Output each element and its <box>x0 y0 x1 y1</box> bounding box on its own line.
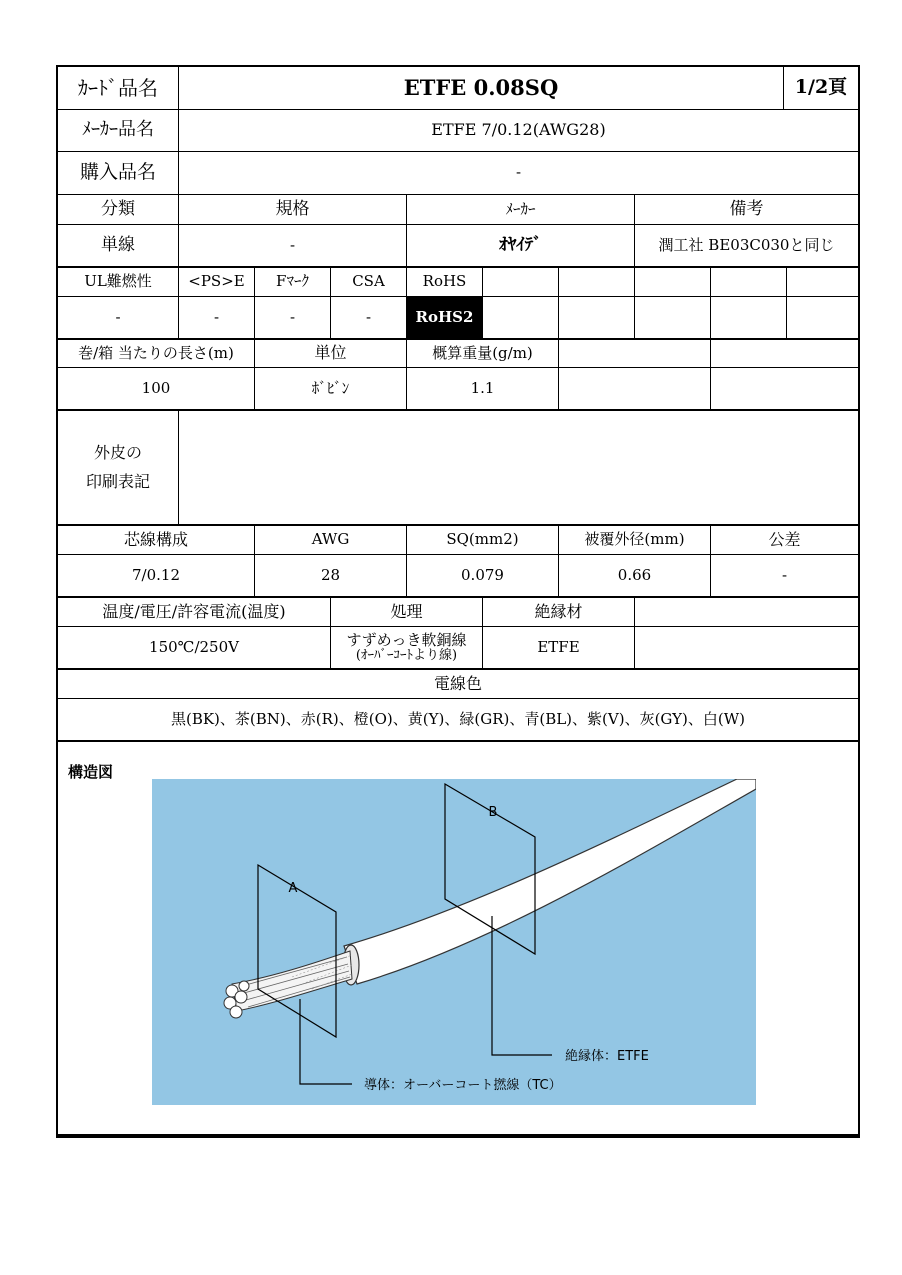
print-value <box>179 411 858 524</box>
insulation-label: 絶縁材 <box>534 601 583 621</box>
fmark-value: - <box>289 307 296 326</box>
csa-value: - <box>365 307 372 326</box>
length-value: 100 <box>141 378 171 397</box>
category-value: 単線 <box>101 234 135 255</box>
sq-label: SQ(mm2) <box>446 530 519 549</box>
ul-label: UL難燃性 <box>84 272 152 291</box>
treatment-value <box>331 627 482 668</box>
structure-diagram <box>152 779 756 1105</box>
strand-end <box>230 1006 242 1018</box>
ul-value: - <box>115 307 121 326</box>
purchase-name-label: 購入品名 <box>79 161 156 184</box>
fmark-label: Fﾏｰｸ <box>276 272 309 291</box>
pse-label: <PS>E <box>188 272 245 291</box>
unit-label: 単位 <box>314 343 347 363</box>
awg-value: 28 <box>320 565 341 584</box>
temp-voltage-label: 温度/電圧/許容電流(温度) <box>102 601 286 621</box>
insulation-value: ETFE <box>537 637 580 656</box>
weight-value: 1.1 <box>470 378 495 397</box>
remarks-value: 潤工社 BE03C030と同じ <box>658 235 835 254</box>
tolerance-value: - <box>781 565 788 584</box>
colors-label: 電線色 <box>433 673 482 693</box>
treatment-value-line1: すずめっき軟銅線 <box>346 630 467 649</box>
treatment-value-line2: (ｵｰﾊﾞｰｺｰﾄより線) <box>355 647 458 663</box>
structure-title: 構造図 <box>68 763 114 781</box>
print-label-line2: 印刷表記 <box>85 471 150 491</box>
maker-label: ﾒｰｶｰ <box>505 199 536 218</box>
category-label: 分類 <box>101 198 135 219</box>
weight-label: 概算重量(g/m) <box>432 343 533 362</box>
construction-value: 7/0.12 <box>132 565 180 584</box>
strand-end <box>239 981 249 991</box>
remarks-label: 備考 <box>729 198 764 219</box>
temp-voltage-value: 150℃/250V <box>149 637 239 656</box>
csa-label: CSA <box>352 272 385 291</box>
print-label <box>58 411 178 524</box>
unit-value: ﾎﾞﾋﾞﾝ <box>311 378 350 397</box>
label-a: A <box>288 881 298 896</box>
standard-value: - <box>289 235 296 254</box>
maker-name-label: ﾒｰｶｰ品名 <box>82 119 154 141</box>
rohs-label: RoHS <box>422 272 467 291</box>
length-label: 巻/箱 当たりの長さ(m) <box>78 343 234 362</box>
page-number: 1/2頁 <box>794 76 848 99</box>
strand-end <box>235 991 247 1003</box>
card-name-value: ETFE 0.08SQ <box>403 74 559 100</box>
awg-label: AWG <box>311 530 350 549</box>
colors-value: 黒(BK)、茶(BN)、赤(R)、橙(O)、黄(Y)、緑(GR)、青(BL)、紫(V)、灰(GY)、白(W) <box>170 709 746 728</box>
label-b: B <box>488 805 498 820</box>
od-value: 0.66 <box>617 565 652 584</box>
cable-illustration <box>152 779 756 1105</box>
standard-label: 規格 <box>275 198 310 219</box>
maker-value: ｵﾔｲﾃﾞ <box>499 234 542 255</box>
sq-value: 0.079 <box>461 565 504 584</box>
rohs-badge: RoHS2 <box>407 297 482 338</box>
maker-name-value: ETFE 7/0.12(AWG28) <box>431 120 606 140</box>
conductor-callout: 導体：オーバーコート撚線（TC） <box>364 1078 562 1093</box>
purchase-name-value: - <box>515 163 522 182</box>
tolerance-label: 公差 <box>768 529 801 549</box>
insulation-callout: 絶縁体：ETFE <box>565 1049 649 1064</box>
card-name-label: ｶｰﾄﾞ品名 <box>78 75 158 100</box>
construction-label: 芯線構成 <box>123 529 188 549</box>
pse-value: - <box>213 307 220 326</box>
print-label-line1: 外皮の <box>93 442 142 462</box>
treatment-label: 処理 <box>390 601 423 621</box>
od-label: 被覆外径(mm) <box>584 530 685 549</box>
